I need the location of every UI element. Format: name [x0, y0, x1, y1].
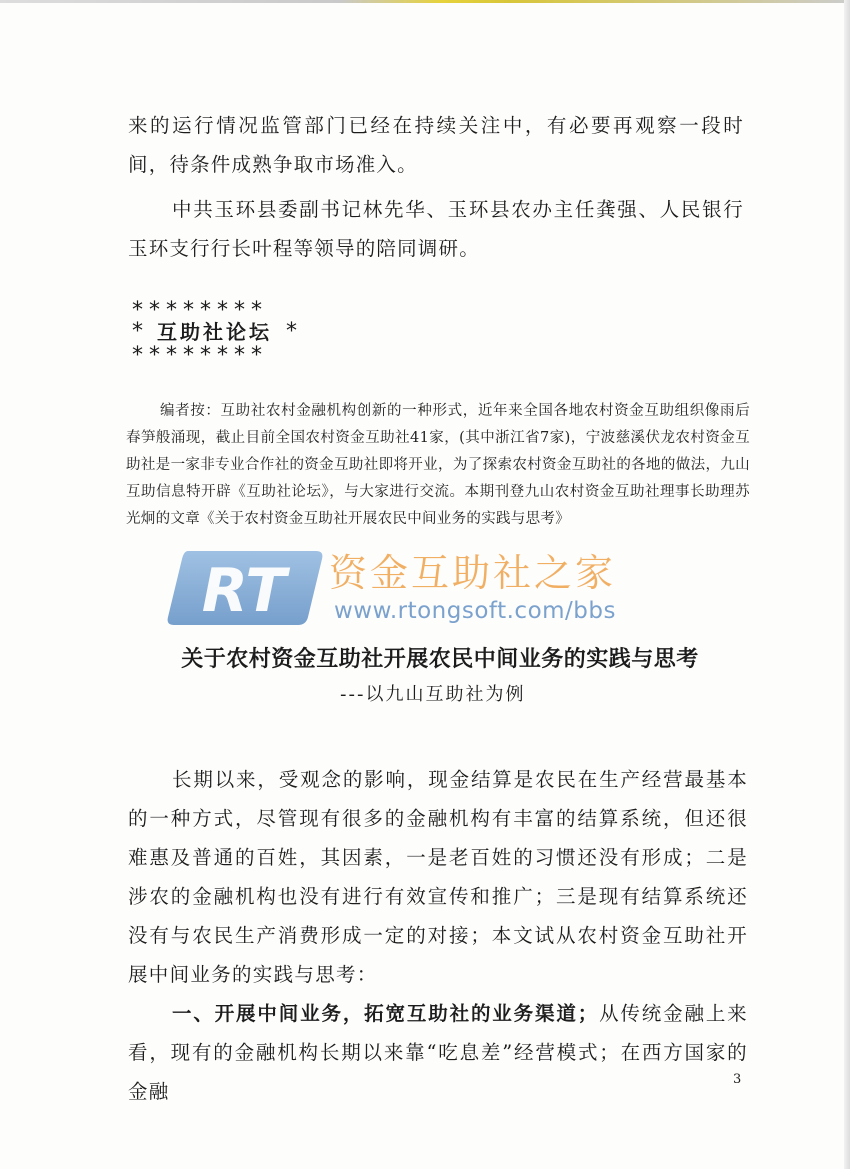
watermark-url: www.rtongsoft.com/bbs	[334, 598, 616, 624]
section-paragraph	[128, 994, 748, 1111]
article-subtitle: ---以九山互助社为例	[340, 684, 526, 705]
section-heading: 一、开展中间业务，拓宽互助社的业务渠道；	[172, 1002, 599, 1025]
page-number: 3	[733, 1072, 742, 1087]
scan-right-edge	[844, 0, 850, 1169]
intro-paragraph-2: 中共玉环县委副书记林先华、玉环县农办主任龚强、人民银行玉环支行行长叶程等领导的陪同调研。	[128, 198, 744, 260]
scan-top-edge	[0, 0, 850, 3]
forum-stars-bottom: ********	[132, 343, 268, 368]
forum-title: 互助社论坛	[157, 320, 272, 344]
rt-logo-text: RT	[201, 556, 287, 626]
watermark	[166, 545, 686, 635]
editor-note	[126, 398, 750, 533]
forum-heading	[132, 318, 297, 346]
editor-note-text: 编者按：互助社农村金融机构创新的一种形式，近年来全国各地农村资金互助组织像雨后春笋般涌现，截止目前全国农村资金互助社41家，(其中浙江省7家)，宁波慈溪伏龙农村资金互助社是一家非专业合作社的资金互助社即将开业，为了探索农村资金互助社的各地的做法，九山互助信息特开辟《互助社论坛》，与大家进行交流。本期刊登九山农村资金互助社理事长助理苏光炯的文章《关于农村资金互助社开展农民中间业务的实践与思考》	[126, 403, 750, 527]
article-title: 关于农村资金互助社开展农民中间业务的实践与思考	[181, 647, 699, 672]
watermark-site-name: 资金互助社之家	[329, 551, 617, 595]
forum-right-star: *	[286, 319, 297, 344]
rt-logo-icon	[166, 545, 326, 631]
article-body-paragraph: 长期以来，受观念的影响，现金结算是农民在生产经营最基本的一种方式，尽管现有很多的金融机构有丰富的结算系统，但还很难惠及普通的百姓，其因素，一是老百姓的习惯还没有形成；二是涉农的金融机构也没有进行有效宣传和推广；三是现有结算系统还没有与农民生产消费形成一定的对接；本文试从农村资金互助社开展中间业务的实践与思考：	[128, 768, 748, 986]
forum-stars-top: ********	[132, 298, 268, 323]
forum-left-star: *	[132, 319, 143, 344]
intro-paragraph-1: 来的运行情况监管部门已经在持续关注中，有必要再观察一段时间，待条件成熟争取市场准入。	[128, 114, 744, 176]
section-text: 从传统金融上来看，现有的金融机构长期以来靠“吃息差”经营模式；在西方国家的金融	[128, 1002, 748, 1103]
